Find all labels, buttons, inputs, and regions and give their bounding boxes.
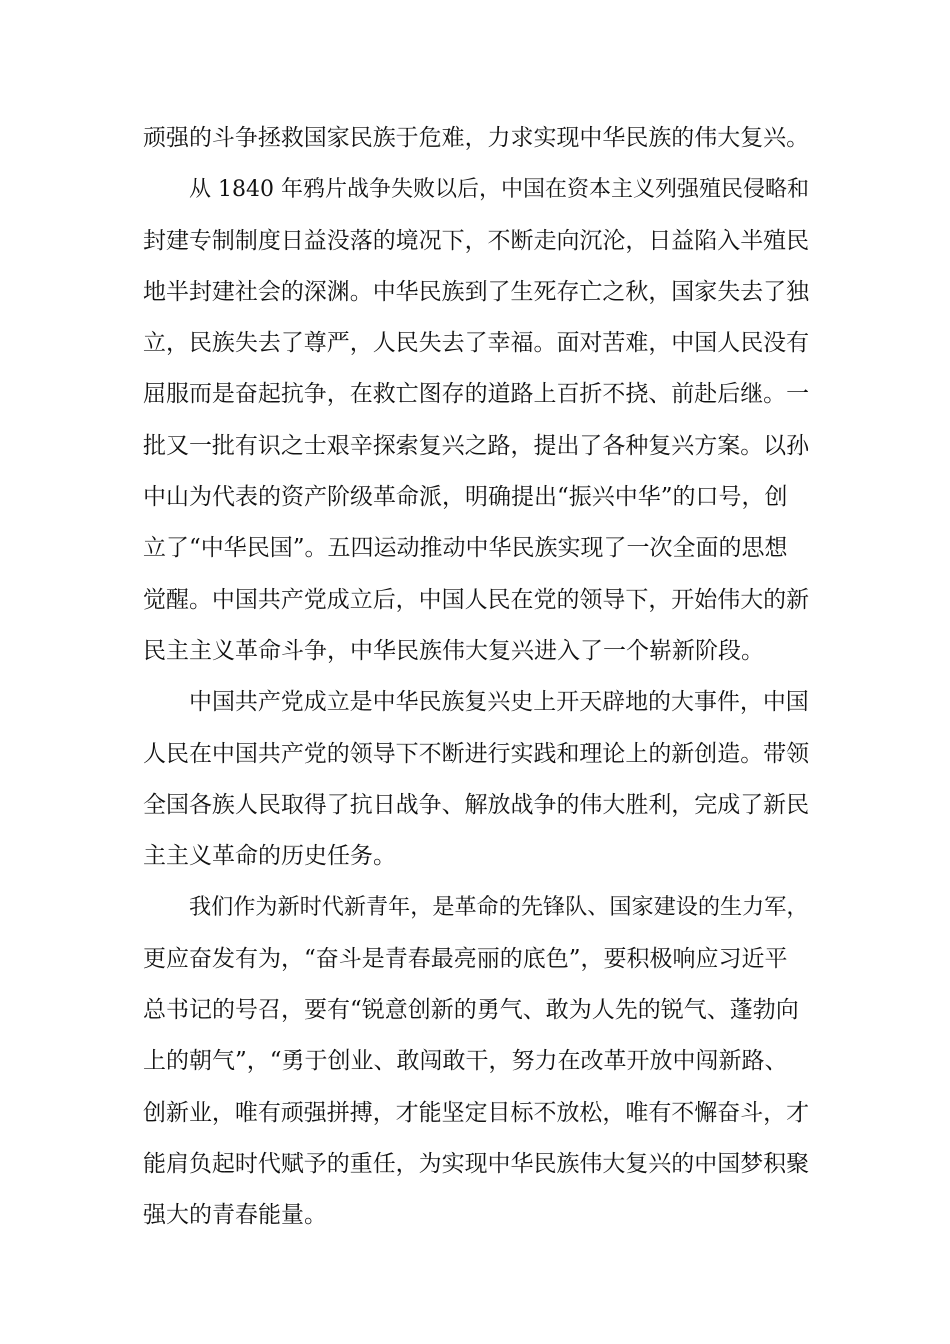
text-line: 中山为代表的资产阶级革命派，明确提出“振兴中华”的口号，创 [143,484,788,511]
text-line: 总书记的号召，要有“锐意创新的勇气、敢为人先的锐气、蓬勃向 [143,997,799,1024]
text-line: 强大的青春能量。 [143,1202,327,1229]
text-line: 批又一批有识之士艰辛探索复兴之路，提出了各种复兴方案。以孙 [143,432,810,459]
text-line: 觉醒。中国共产党成立后，中国人民在党的领导下，开始伟大的新 [143,586,810,613]
text-line: 主主义革命的历史任务。 [143,843,396,870]
text-line: 民主主义革命斗争，中华民族伟大复兴进入了一个崭新阶段。 [143,637,764,664]
paragraph-first-line: 我们作为新时代新青年，是革命的先锋队、国家建设的生力军， [189,894,809,921]
text-line: 更应奋发有为，“奋斗是青春最亮丽的底色”，要积极响应习近平 [143,945,788,972]
text-line: 封建专制制度日益没落的境况下，不断走向沉沦，日益陷入半殖民 [143,227,810,254]
paragraph-first-line: 中国共产党成立是中华民族复兴史上开天辟地的大事件，中国 [189,689,809,716]
text-line: 全国各族人民取得了抗日战争、解放战争的伟大胜利，完成了新民 [143,791,810,818]
text-line: 创新业，唯有顽强拼搏，才能坚定目标不放松，唯有不懈奋斗，才 [143,1099,810,1126]
text-line: 人民在中国共产党的领导下不断进行实践和理论上的新创造。带领 [143,740,810,767]
text-line: 地半封建社会的深渊。中华民族到了生死存亡之秋，国家失去了独 [143,278,810,305]
text-line: 顽强的斗争拯救国家民族于危难，力求实现中华民族的伟大复兴。 [143,125,810,151]
text-line: 立，民族失去了尊严，人民失去了幸福。面对苦难，中国人民没有 [143,330,810,357]
text-line: 能肩负起时代赋予的重任，为实现中华民族伟大复兴的中国梦积聚 [143,1150,810,1177]
text-line: 立了“中华民国”。五四运动推动中华民族实现了一次全面的思想 [143,535,788,562]
paragraph-first-line: 从 1840 年鸦片战争失败以后，中国在资本主义列强殖民侵略和 [189,177,809,203]
body-text [143,113,809,1242]
text-line: 上的朝气”，“勇于创业、敢闯敢干，努力在改革开放中闯新路、 [143,1048,788,1075]
text-line: 屈服而是奋起抗争，在救亡图存的道路上百折不挠、前赴后继。一 [143,381,810,408]
